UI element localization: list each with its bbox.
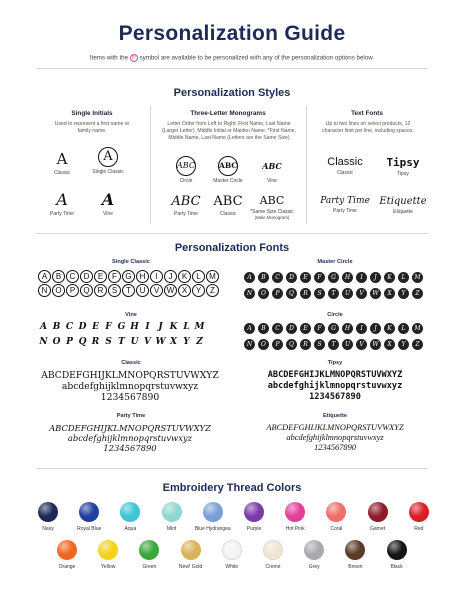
master-circle-letter: T	[328, 288, 339, 299]
sample-same-size-classic: ABC *Same Size Classic (Male Monogram)	[250, 194, 294, 220]
sample-single-classic: A Single Classic	[92, 149, 124, 175]
master-circle-letter: A	[244, 272, 255, 283]
personalize-p-icon: P	[130, 54, 138, 62]
vine-letter: E	[92, 322, 99, 332]
master-circle-letter: W	[370, 288, 381, 299]
master-circle-letter: I	[356, 272, 367, 283]
sample-classic: A Classic	[53, 150, 71, 176]
font-label-single-classic: Single Classic	[112, 259, 150, 265]
vine-letter: Y	[183, 337, 190, 347]
vine-letter: O	[52, 337, 61, 347]
sample-circle: ABC Circle	[166, 156, 206, 184]
party-time-alphabet: ABCDEFGHIJKLMNOPQRSTUVWXYZ abcdefghijklmnopqrstuvwxyz 1234567890	[49, 423, 211, 453]
circle-letter: X	[384, 339, 395, 350]
vine-letter: N	[39, 337, 48, 347]
master-circle-letter: N	[244, 288, 255, 299]
thread-swatch	[152, 502, 192, 532]
styles-heading: Personalization Styles	[173, 87, 291, 99]
master-circle-letter: P	[272, 288, 283, 299]
master-circle-letter: J	[370, 272, 381, 283]
circle-letter: R	[300, 339, 311, 350]
thread-color-ball	[345, 540, 365, 560]
master-circle-letter: L	[398, 272, 409, 283]
single-classic-letter: D	[80, 270, 93, 283]
single-classic-letter: O	[52, 284, 65, 297]
thread-color-ball	[203, 502, 223, 522]
vine-letter: X	[170, 337, 177, 347]
subtitle-pre: Items with the	[89, 54, 129, 62]
thread-swatch	[294, 540, 334, 570]
thread-swatch	[377, 540, 417, 570]
single-classic-letter: U	[136, 284, 149, 297]
single-classic-letter: N	[38, 284, 51, 297]
thread-swatch	[399, 502, 439, 532]
thread-color-ball	[98, 540, 118, 560]
sample-party-time-monogram: ABC Party Time	[171, 194, 201, 217]
font-label-etiquette: Etiquette	[323, 413, 347, 419]
vine-letter: R	[91, 337, 100, 347]
single-classic-letter: F	[108, 270, 121, 283]
thread-color-ball	[244, 502, 264, 522]
thread-color-ball	[368, 502, 388, 522]
thread-color-name: Royal Blue	[77, 526, 102, 532]
thread-color-ball	[263, 540, 283, 560]
font-label-vine: Vine	[125, 312, 137, 318]
single-classic-letter: J	[164, 270, 177, 283]
vine-letter: U	[130, 337, 139, 347]
vine-letter: Z	[196, 337, 203, 347]
threads-heading: Embroidery Thread Colors	[162, 482, 302, 494]
single-classic-letter: P	[66, 284, 79, 297]
circle-letter: Q	[286, 339, 297, 350]
font-label-circle: Circle	[327, 312, 343, 318]
thread-color-name: Garnet	[369, 526, 386, 532]
circle-letter: V	[356, 339, 367, 350]
vine-letter: J	[158, 322, 163, 332]
single-classic-letter: C	[66, 270, 79, 283]
single-initials-title: Single Initials	[71, 110, 113, 117]
single-classic-letter: G	[122, 270, 135, 283]
circle-letter: H	[342, 323, 353, 334]
circle-letter: S	[314, 339, 325, 350]
thread-color-ball	[38, 502, 58, 522]
circle-letter: J	[370, 323, 381, 334]
thread-color-name: Purple	[246, 526, 262, 532]
single-classic-letter: T	[122, 284, 135, 297]
sample-text-tipsy: Tipsy Tipsy	[386, 156, 420, 177]
single-classic-letter: B	[52, 270, 65, 283]
thread-color-ball	[120, 502, 140, 522]
thread-color-ball	[162, 502, 182, 522]
text-fonts-desc: Up to two lines on select products, 12 character limit per line, including spaces.	[322, 121, 414, 134]
thread-swatch	[212, 540, 252, 570]
sample-master-circle: ABC Master Circle	[208, 156, 248, 184]
master-circle-letter: V	[356, 288, 367, 299]
circle-letter: D	[286, 323, 297, 334]
master-circle-letter: G	[328, 272, 339, 283]
circle-letter: E	[300, 323, 311, 334]
vine-letter: K	[169, 322, 178, 332]
font-label-party-time: Party Time	[116, 413, 146, 419]
single-classic-letter: W	[164, 284, 177, 297]
master-circle-letter: U	[342, 288, 353, 299]
single-classic-letter: L	[192, 270, 205, 283]
sample-party-time: A Party Time	[50, 190, 74, 217]
thread-color-name: Yellow	[101, 564, 116, 570]
thread-swatch	[171, 540, 211, 570]
thread-swatch	[193, 502, 233, 532]
circle-letter: W	[370, 339, 381, 350]
single-classic-letter: H	[136, 270, 149, 283]
circle-letter: T	[328, 339, 339, 350]
font-label-classic: Classic	[121, 360, 141, 366]
single-classic-letter: S	[108, 284, 121, 297]
vine-letter: F	[105, 322, 112, 332]
thread-swatch	[316, 502, 356, 532]
thread-color-name: Creme	[265, 564, 281, 570]
sample-text-classic: Classic Classic	[327, 156, 363, 176]
thread-color-name: Blue Hydrangea	[194, 526, 231, 532]
three-letter-desc: Letter Order from Left to Right: First Name, Last Name (Larger Letter), Middle Initial or Maiden Name. *First Name, Middle Name, Last Name (Letters are the Same Size)	[162, 121, 296, 141]
thread-color-ball	[409, 502, 429, 522]
thread-swatch	[28, 502, 68, 532]
three-letter-title: Three-Letter Monograms	[190, 110, 266, 117]
circle-letter: C	[272, 323, 283, 334]
thread-color-name: Black	[390, 564, 403, 570]
master-circle-letter: D	[286, 272, 297, 283]
master-circle-letter: E	[300, 272, 311, 283]
thread-color-name: Mint	[166, 526, 177, 532]
thread-swatch	[234, 502, 274, 532]
sample-text-party-time: Party Time Party Time	[320, 196, 370, 214]
thread-color-name: Green	[142, 564, 157, 570]
thread-color-name: Orange	[58, 564, 76, 570]
master-circle-letter: B	[258, 272, 269, 283]
master-circle-letter: R	[300, 288, 311, 299]
vine-letter: C	[65, 322, 74, 332]
master-circle-letter: F	[314, 272, 325, 283]
sample-vine-monogram: ABC Vine	[262, 161, 282, 184]
master-circle-letter: C	[272, 272, 283, 283]
etiquette-alphabet: ABCDEFGHIJKLMNOPQRSTUVWXYZ abcdefghijklmnopqrstuvwxyz 1234567890	[266, 423, 404, 452]
master-circle-letter: Y	[398, 288, 409, 299]
circle-letter: U	[342, 339, 353, 350]
single-initials-desc: Used to represent a first name or family name.	[54, 121, 130, 134]
single-classic-letter: K	[178, 270, 191, 283]
thread-swatch	[88, 540, 128, 570]
thread-color-ball	[57, 540, 77, 560]
vine-letter: G	[117, 322, 126, 332]
circle-letter: A	[244, 323, 255, 334]
fonts-heading: Personalization Fonts	[174, 242, 290, 254]
thread-color-name: Navy	[42, 526, 54, 532]
vine-letter: V	[144, 337, 151, 347]
master-circle-letter: M	[412, 272, 423, 283]
thread-color-ball	[79, 502, 99, 522]
thread-color-name: Hot Pink	[285, 526, 305, 532]
single-classic-letter: R	[94, 284, 107, 297]
tipsy-alphabet: ABCDEFGHIJKLMNOPQRSTUVWXYZ abcdefghijklmnopqrstuvwxyz 1234567890	[267, 370, 403, 402]
sample-vine: A Vine	[101, 190, 115, 217]
vine-letter: H	[130, 322, 139, 332]
thread-color-ball	[285, 502, 305, 522]
vine-letter: W	[155, 337, 166, 347]
vine-letter: T	[118, 337, 125, 347]
vine-letter: P	[66, 337, 73, 347]
circle-letter: B	[258, 323, 269, 334]
circle-letter: N	[244, 339, 255, 350]
text-fonts-title: Text Fonts	[351, 110, 383, 117]
page-title: Personalization Guide	[118, 22, 346, 45]
classic-alphabet: ABCDEFGHIJKLMNOPQRSTUVWXYZ abcdefghijklmnopqrstuvwxyz 1234567890	[41, 370, 219, 403]
subtitle-post: symbol are available to be personalized with any of the personalization options below.	[139, 54, 375, 62]
circle-letter: M	[412, 323, 423, 334]
master-circle-letter: Q	[286, 288, 297, 299]
single-classic-letter: Z	[206, 284, 219, 297]
thread-color-name: Brown	[348, 564, 363, 570]
sample-classic-monogram: ABC Classic	[213, 194, 243, 217]
vine-letter: M	[194, 322, 205, 332]
single-classic-letter: Y	[192, 284, 205, 297]
thread-swatch	[253, 540, 293, 570]
thread-swatch	[129, 540, 169, 570]
thread-color-ball	[139, 540, 159, 560]
thread-color-ball	[181, 540, 201, 560]
circle-letter: O	[258, 339, 269, 350]
single-classic-letter: M	[206, 270, 219, 283]
single-classic-letter: E	[94, 270, 107, 283]
vine-letter: I	[145, 322, 150, 332]
thread-swatch	[358, 502, 398, 532]
thread-color-name: Coral	[330, 526, 343, 532]
thread-color-ball	[387, 540, 407, 560]
thread-color-ball	[304, 540, 324, 560]
thread-color-name: Aqua	[124, 526, 137, 532]
vine-letter: A	[40, 322, 47, 332]
circle-letter: Y	[398, 339, 409, 350]
single-classic-letter: I	[150, 270, 163, 283]
thread-color-ball	[326, 502, 346, 522]
vine-letter: Q	[78, 337, 87, 347]
thread-color-name: New! Gold	[178, 564, 203, 570]
font-label-tipsy: Tipsy	[327, 360, 343, 366]
circle-letter: G	[328, 323, 339, 334]
single-classic-letter: V	[150, 284, 163, 297]
circle-letter: K	[384, 323, 395, 334]
vine-letter: S	[105, 337, 112, 347]
master-circle-letter: X	[384, 288, 395, 299]
single-classic-letter: Q	[80, 284, 93, 297]
thread-swatch	[47, 540, 87, 570]
vine-letter: B	[52, 322, 61, 332]
circle-letter: P	[272, 339, 283, 350]
thread-swatch	[275, 502, 315, 532]
circle-letter: L	[398, 323, 409, 334]
thread-swatch	[110, 502, 150, 532]
thread-color-name: Grey	[308, 564, 320, 570]
font-label-master-circle: Master Circle	[317, 259, 353, 265]
thread-swatch	[335, 540, 375, 570]
single-classic-letter: X	[178, 284, 191, 297]
thread-swatch	[69, 502, 109, 532]
thread-color-name: Red	[414, 526, 424, 532]
circle-letter: I	[356, 323, 367, 334]
vine-letter: D	[78, 322, 87, 332]
master-circle-letter: K	[384, 272, 395, 283]
sample-text-etiquette: Etiquette Etiquette	[379, 196, 427, 215]
vine-letter: L	[183, 322, 190, 332]
single-classic-letter: A	[38, 270, 51, 283]
thread-color-ball	[222, 540, 242, 560]
master-circle-letter: H	[342, 272, 353, 283]
circle-letter: Z	[412, 339, 423, 350]
thread-color-name: White	[225, 564, 239, 570]
circle-letter: F	[314, 323, 325, 334]
master-circle-letter: O	[258, 288, 269, 299]
master-circle-letter: S	[314, 288, 325, 299]
master-circle-letter: Z	[412, 288, 423, 299]
